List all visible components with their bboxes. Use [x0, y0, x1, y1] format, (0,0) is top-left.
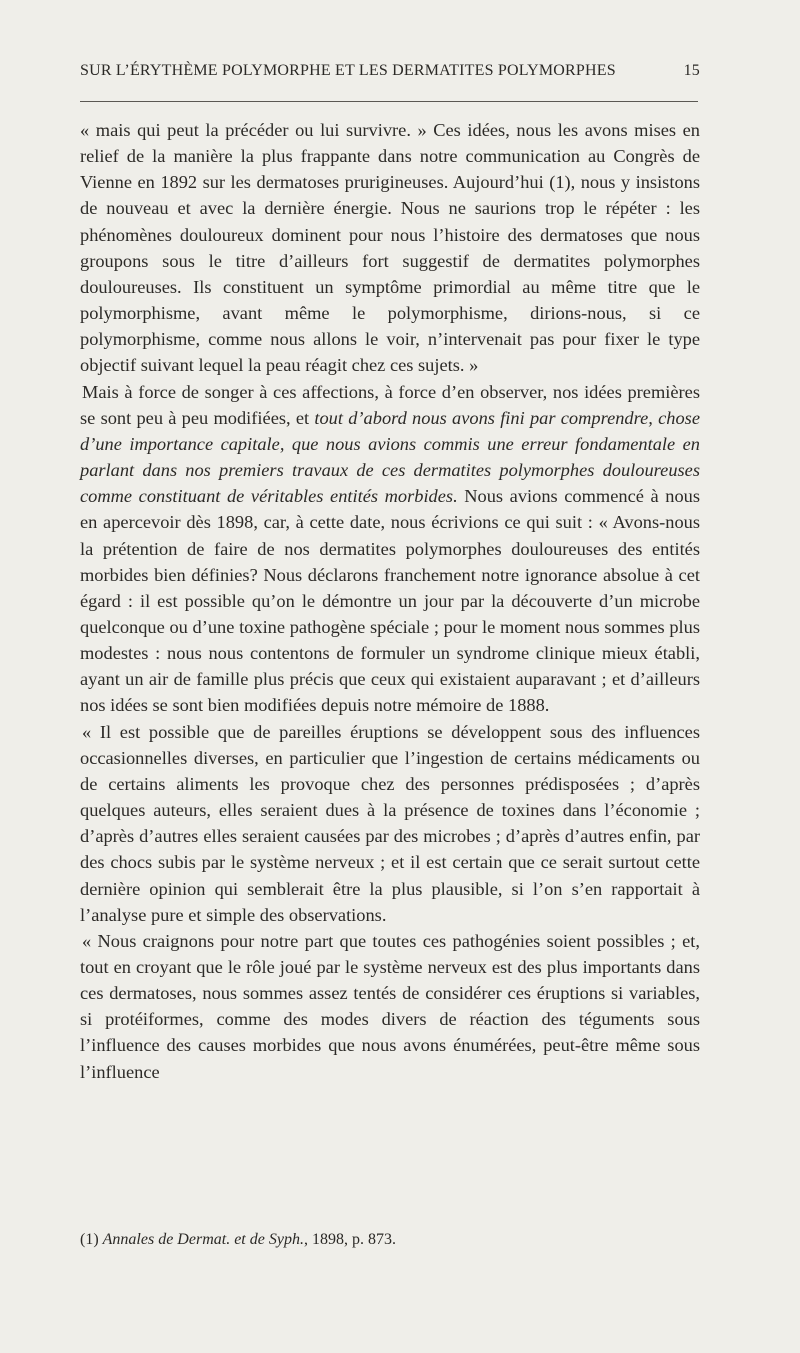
footnote-citation: , 1898, p. 873.: [303, 1231, 396, 1248]
paragraph-2-start: Mais à force de songer à ces affections, à force d’en observer, nos idées premières se sont peu à peu modifiées, et: [80, 381, 700, 428]
paragraph-1: « mais qui peut la précéder ou lui survivre. » Ces idées, nous les avons mises en relief de la manière la plus frappante dans notre communication au Congrès de Vienne en 1892 sur les dermatoses prurigineuses. Aujourd’hui (1), nous y insistons de nouveau et avec la dernière énergie. Nous ne saurions trop le répéter : les phénomènes douloureux dominent pour nous l’histoire des dermatoses que nous groupons sous le titre d’ailleurs fort suggestif de dermatites polymorphes douloureuses. Ils constituent un symptôme primordial au même titre que le polymorphisme, avant même le polymorphisme, dirions-nous, si ce polymorphisme, comme nous allons le voir, n’intervenait pas pour fixer le type objectif suivant lequel la peau réagit chez ces sujets. »: [80, 120, 700, 376]
running-title: SUR L’ÉRYTHÈME POLYMORPHE ET LES DERMATITES POLYMORPHES: [80, 62, 616, 79]
header-rule: [80, 101, 698, 102]
main-text: [80, 117, 700, 1085]
paragraph-2-italic: tout d’abord nous avons fini par comprendre, chose d’une importance capitale, que nous avions commis une erreur fondamentale en parlant dans nos premiers travaux de ces dermatites polymorphes douloureuses comme constituant de véritables entités morbides.: [80, 407, 700, 507]
page-number: 15: [683, 62, 700, 79]
footnote-marker: (1): [80, 1231, 103, 1248]
paragraph-2-end: Nous avions commencé à nous en apercevoir dès 1898, car, à cette date, nous écrivions ce qui suit : « Avons-nous la prétention de faire de nos dermatites polymorphes douloureuses des entités morbides bien définies? Nous déclarons franchement notre ignorance absolue à cet égard : il est possible qu’on le démontre un jour par la découverte d’un microbe quelconque ou d’une toxine pathogène spéciale ; pour le moment nous sommes plus modestes : nous nous contentons de formuler un syndrome clinique mieux établi, ayant un air de famille plus précis que ceux qui existaient auparavant ; et d’ailleurs nos idées se sont bien modifiées depuis notre mémoire de 1888.: [80, 486, 700, 716]
paragraph-3: « Il est possible que de pareilles éruptions se développent sous des influences occasionnelles diverses, en particulier que l’ingestion de certains médicaments ou de certains aliments les provoque chez des personnes prédisposées ; d’après quelques auteurs, elles seraient dues à la présence de toxines dans l’économie ; d’après d’autres elles seraient causées par des microbes ; d’après d’autres enfin, par des chocs subis par le système nerveux ; et il est certain que ce serait surtout cette dernière opinion qui semblerait être la plus plausible, si l’on s’en rapportait à l’analyse pure et simple des observations.: [80, 721, 700, 925]
paragraph-4: « Nous craignons pour notre part que toutes ces pathogénies soient possibles ; et, tout en croyant que le rôle joué par le système nerveux est des plus importants dans ces dermatoses, nous sommes assez tentés de considérer ces éruptions si variables, si protéiformes, comme des modes divers de réaction des téguments sous l’influence des causes morbides que nous avons énumérées, peut-être même sous l’influence: [80, 930, 700, 1082]
footnote-journal: Annales de Dermat. et de Syph.: [102, 1231, 304, 1248]
running-header: [80, 62, 700, 80]
footnote: [80, 1230, 700, 1250]
paragraph-2: [80, 379, 700, 719]
